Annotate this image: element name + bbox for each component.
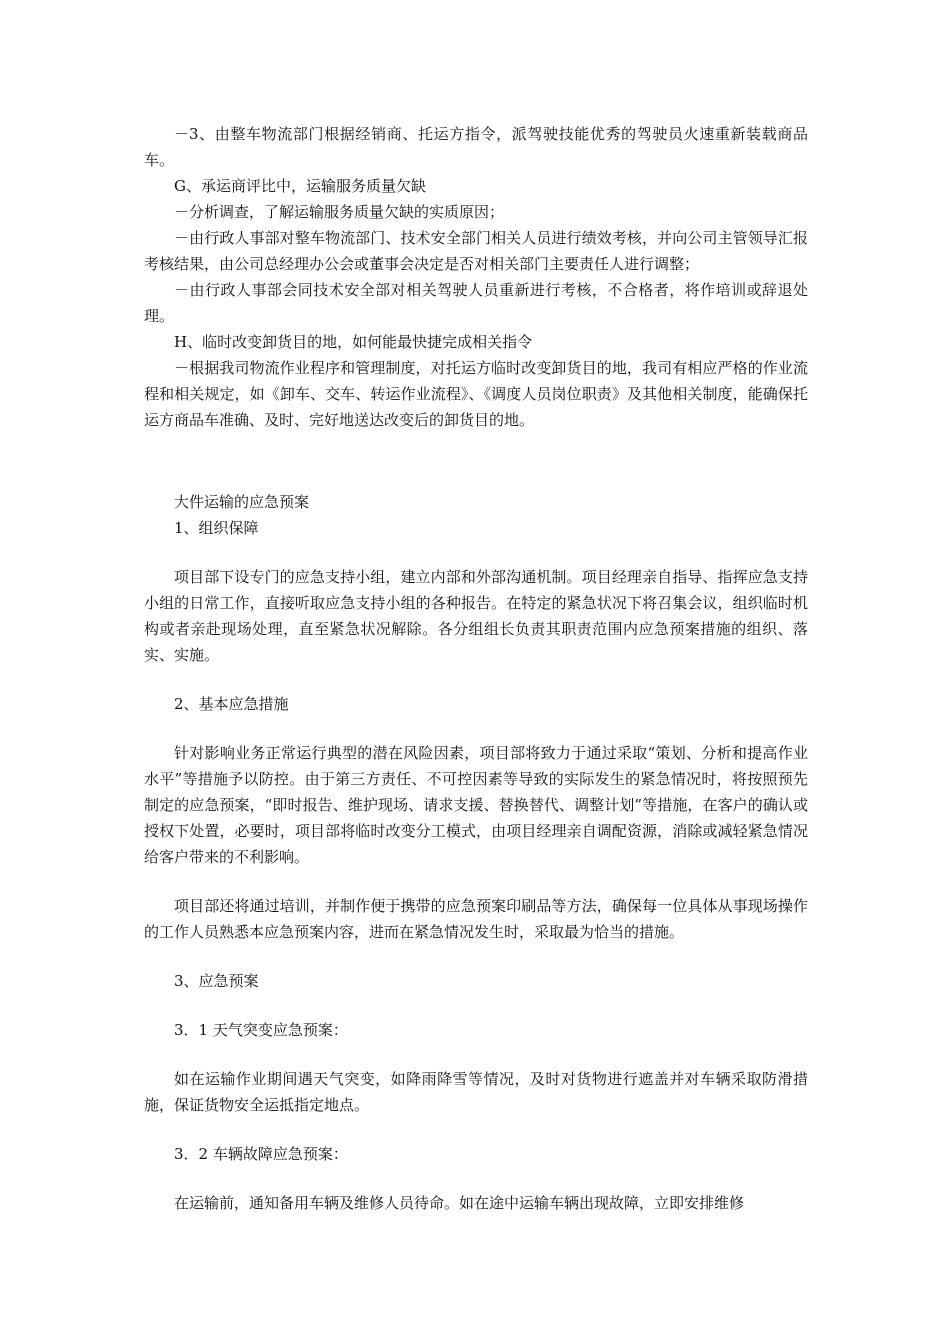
heading-weather-plan: 3．1 天气突变应急预案： — [174, 1021, 348, 1039]
spacer — [144, 1043, 808, 1066]
spacer — [144, 870, 808, 893]
paragraph-training: 项目部还将通过培训，并制作便于携带的应急预案印刷品等方法，确保每一位具体从事现场操作的工作人员熟悉本应急预案内容，进而在紧急情况发生时，采取最为恰当的措施。 — [144, 897, 808, 941]
document-page — [144, 121, 808, 1216]
spacer — [144, 945, 808, 968]
paragraph-destination-procedure: －根据我司物流作业程序和管理制度，对托运方临时改变卸货目的地，我司有相应严格的作业流程和相关规定，如《卸车、交车、转运作业流程》、《调度人员岗位职责》及其他相关制度，能确保托运方商品车准确、及时、完好地送达改变后的卸货目的地。 — [144, 359, 808, 429]
spacer — [144, 1118, 808, 1141]
heading-emergency-plan: 3、应急预案 — [174, 972, 259, 990]
heading-basic-measures: 2、基本应急措施 — [174, 695, 289, 713]
spacer — [144, 668, 808, 691]
spacer — [144, 1167, 808, 1190]
heading-vehicle-fault-plan: 3．2 车辆故障应急预案： — [174, 1145, 348, 1163]
spacer — [144, 433, 808, 489]
spacer — [144, 994, 808, 1017]
paragraph-weather-measures: 如在运输作业期间遇天气突变，如降雨降雪等情况，及时对货物进行遮盖并对车辆采取防滑措施，保证货物安全运抵指定地点。 — [144, 1070, 808, 1114]
paragraph-vehicle-fault-measures: 在运输前，通知备用车辆及维修人员待命。如在途中运输车辆出现故障，立即安排维修 — [174, 1194, 745, 1212]
paragraph-risk-control: 针对影响业务正常运行典型的潜在风险因素，项目部将致力于通过采取“策划、分析和提高作业水平”等措施予以防控。由于第三方责任、不可控因素等导致的实际发生的紧急情况时，将按照预先制定的应急预案，“即时报告、维护现场、请求支援、替换替代、调整计划”等措施，在客户的确认或授权下处置，必要时，项目部将临时改变分工模式，由项目经理亲自调配资源，消除或减轻紧急情况给客户带来的不利影响。 — [144, 744, 808, 866]
heading-organization: 1、组织保障 — [174, 519, 259, 537]
spacer — [144, 541, 808, 564]
paragraph-analysis: －分析调查，了解运输服务质量欠缺的实质原因； — [174, 203, 505, 221]
paragraph-reload-vehicles: －3、由整车物流部门根据经销商、托运方指令，派驾驶技能优秀的驾驶员火速重新装载商品车。 — [144, 125, 808, 169]
paragraph-driver-reassessment: －由行政人事部会同技术安全部对相关驾驶人员重新进行考核，不合格者，将作培训或辞退处理。 — [144, 281, 808, 325]
heading-h-destination-change: H、临时改变卸货目的地，如何能最快捷完成相关指令 — [174, 333, 533, 351]
heading-g-service-quality: G、承运商评比中，运输服务质量欠缺 — [174, 177, 426, 195]
section-title: 大件运输的应急预案 — [174, 493, 310, 511]
spacer — [144, 717, 808, 740]
paragraph-performance-review: －由行政人事部对整车物流部门、技术安全部门相关人员进行绩效考核，并向公司主管领导汇报考核结果，由公司总经理办公会或董事会决定是否对相关部门主要责任人进行调整； — [144, 229, 808, 273]
paragraph-emergency-team: 项目部下设专门的应急支持小组，建立内部和外部沟通机制。项目经理亲自指导、指挥应急支持小组的日常工作，直接听取应急支持小组的各种报告。在特定的紧急状况下将召集会议，组织临时机构或者亲赴现场处理，直至紧急状况解除。各分组组长负责其职责范围内应急预案措施的组织、落实、实施。 — [144, 568, 808, 664]
